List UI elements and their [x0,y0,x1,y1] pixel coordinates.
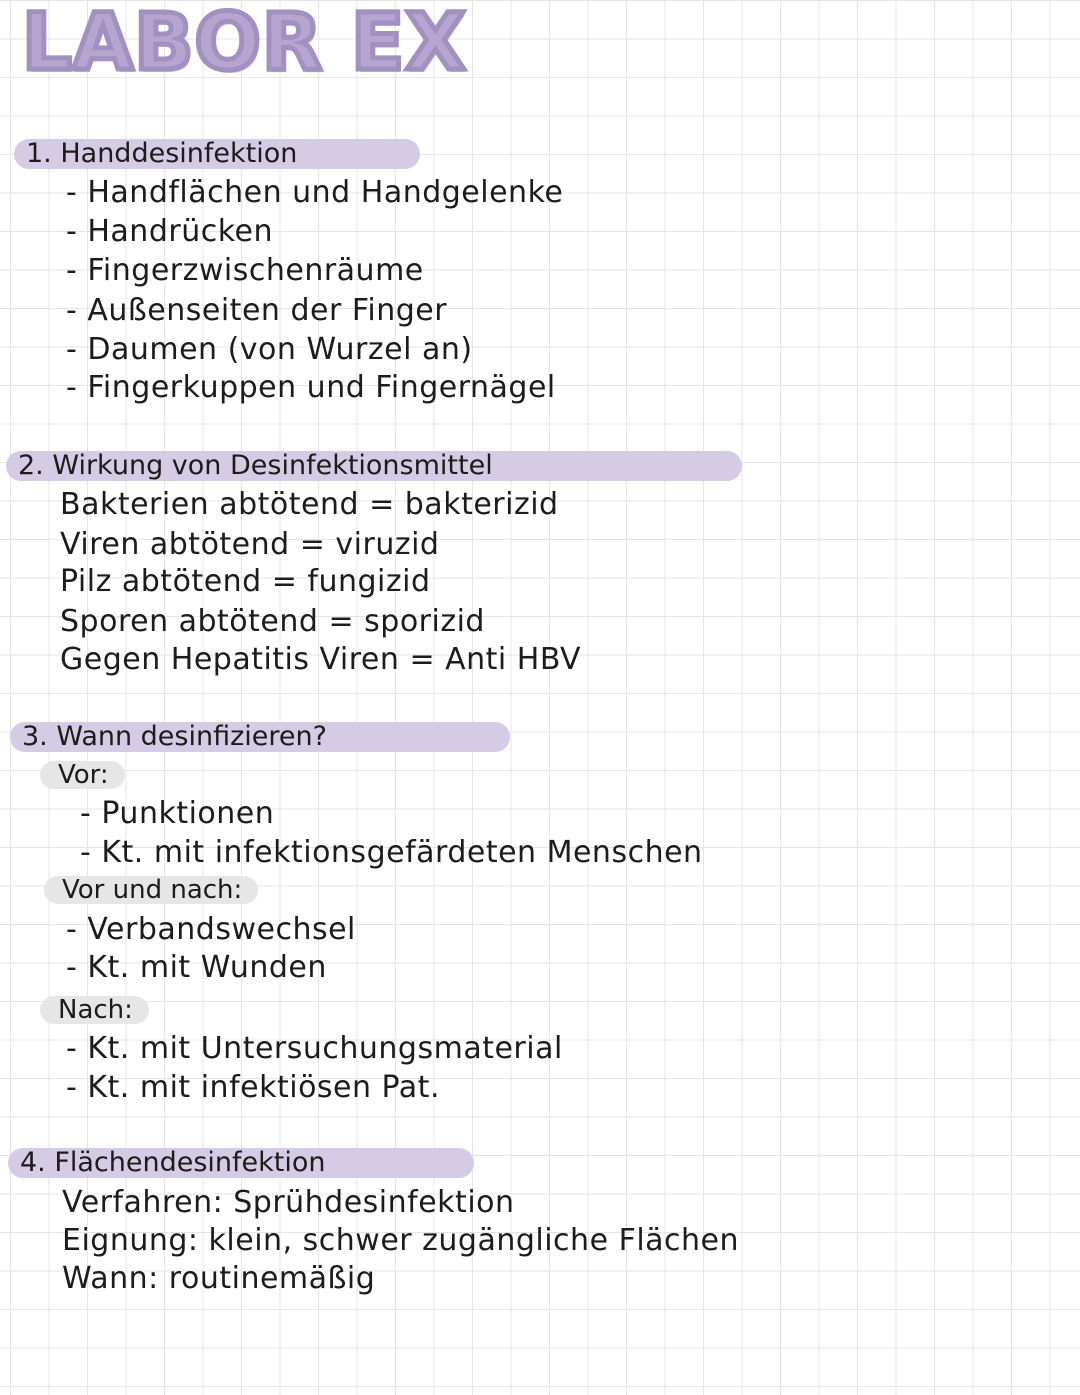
list-item: Wann: routinemäßig [62,1261,376,1296]
list-item: Eignung: klein, schwer zugängliche Flächen [62,1223,740,1258]
list-item: Bakterien abtötend = bakterizid [60,487,559,522]
list-item: - Kt. mit infektiösen Pat. [66,1070,440,1105]
list-item: Sporen abtötend = sporizid [60,604,485,639]
group-label: Nach: [40,996,149,1024]
list-item: - Kt. mit infektionsgefärdeten Menschen [80,835,703,870]
group-label: Vor: [40,761,125,789]
list-item: Viren abtötend = viruzid [60,527,440,562]
list-item: Verfahren: Sprühdesinfektion [62,1185,515,1220]
list-item: - Außenseiten der Finger [66,293,448,328]
list-item: - Fingerkuppen und Fingernägel [66,370,556,405]
group-label: Vor und nach: [44,876,258,904]
list-item: - Punktionen [80,796,275,831]
list-item: Pilz abtötend = fungizid [60,564,431,599]
list-item: - Handrücken [66,214,273,249]
list-item: - Kt. mit Untersuchungsmaterial [66,1031,563,1066]
section-heading: 1. Handdesinfektion [14,139,420,169]
section-heading: 4. Flächendesinfektion [8,1148,474,1178]
section-heading: 3. Wann desinfizieren? [10,722,510,752]
list-item: - Daumen (von Wurzel an) [66,332,473,367]
list-item: Gegen Hepatitis Viren = Anti HBV [60,642,582,677]
list-item: - Fingerzwischenräume [66,253,424,288]
list-item: - Kt. mit Wunden [66,950,327,985]
page-title: LABOR EX [22,0,467,88]
list-item: - Handflächen und Handgelenke [66,175,564,210]
section-heading: 2. Wirkung von Desinfektionsmittel [6,451,742,481]
list-item: - Verbandswechsel [66,912,356,947]
